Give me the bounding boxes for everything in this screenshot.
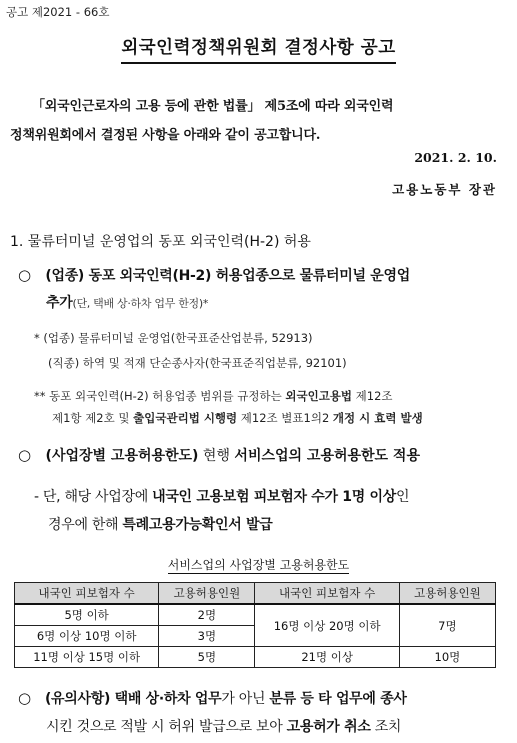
table-cell: 21명 이상 bbox=[255, 647, 399, 668]
caution-text: 조치 bbox=[370, 719, 402, 735]
dash-text: 인 bbox=[396, 489, 410, 505]
bullet-limit-label: (사업장별 고용허용한도) bbox=[45, 448, 199, 464]
table-cell: 7명 bbox=[399, 604, 495, 647]
table-cell: 5명 bbox=[159, 647, 255, 668]
dash-marker: - bbox=[34, 489, 39, 505]
notice-number: 공고 제2021 - 66호 bbox=[6, 5, 110, 19]
footnote-law-name: 외국인고용법 bbox=[285, 389, 353, 403]
signer: 고용노동부 장관 bbox=[392, 182, 497, 197]
footnote-legal-text: 제12조 별표1의2 bbox=[237, 411, 333, 425]
bullet-limit-text: 현행 bbox=[198, 448, 235, 464]
table-header: 고용허용인원 bbox=[159, 583, 255, 605]
bullet-industry-add: 추가 bbox=[46, 295, 73, 311]
table-cell: 3명 bbox=[159, 626, 255, 647]
table-caption bbox=[0, 556, 517, 573]
dash-condition bbox=[34, 483, 504, 539]
dash-bold: 내국인 고용보험 피보험자 수가 1명 이상 bbox=[152, 489, 396, 505]
section-1-heading: 1. 물류터미널 운영업의 동포 외국인력(H-2) 허용 bbox=[10, 234, 311, 250]
table-header: 내국인 피보험자 수 bbox=[15, 583, 159, 605]
footnote-industry-code: * (업종) 물류터미널 운영업(한국표준산업분류, 52913) bbox=[34, 331, 313, 345]
caution-text: 가 아닌 bbox=[221, 691, 270, 707]
table-row bbox=[15, 647, 496, 668]
bullet-caution bbox=[18, 684, 506, 741]
footnote-effective: 개정 시 효력 발생 bbox=[332, 411, 423, 425]
footnote-occupation-code: (직종) 하역 및 적재 단순종사자(한국표준직업분류, 92101) bbox=[48, 356, 347, 370]
table-cell: 11명 이상 15명 이하 bbox=[15, 647, 159, 668]
intro-line-2: 정책위원회에서 결정된 사항을 아래와 같이 공고합니다. bbox=[10, 128, 321, 143]
table-cell: 16명 이상 20명 이하 bbox=[255, 604, 399, 647]
footnote-legal-text: ** 동포 외국인력(H-2) 허용업종 범위를 규정하는 bbox=[34, 389, 286, 403]
table-cell: 6명 이상 10명 이하 bbox=[15, 626, 159, 647]
caution-bold: 분류 등 타 업무에 종사 bbox=[269, 691, 407, 707]
page-title: 외국인력정책위원회 결정사항 공고 bbox=[121, 34, 395, 64]
circle-marker: ○ bbox=[18, 266, 31, 284]
bullet-industry-note: (단, 택배 상·하차 업무 한정)* bbox=[72, 297, 209, 310]
dash-bold: 특례고용가능확인서 발급 bbox=[122, 517, 273, 533]
footnote-legal-text: 제12조 bbox=[352, 389, 393, 403]
dash-text: 단, 해당 사업장에 bbox=[38, 489, 153, 505]
circle-marker: ○ bbox=[18, 446, 32, 464]
title-container bbox=[0, 34, 517, 64]
bullet-industry-line-1: (업종) 동포 외국인력(H-2) 허용업종으로 물류터미널 운영업 bbox=[45, 268, 410, 284]
footnote-legal-text: 제1항 제2호 및 bbox=[52, 411, 134, 425]
table-cell: 2명 bbox=[159, 604, 255, 626]
table-header-row bbox=[15, 583, 496, 605]
table-cell: 5명 이하 bbox=[15, 604, 159, 626]
caution-bold: (유의사항) 택배 상·하차 업무 bbox=[44, 691, 222, 707]
footnote-legal-basis bbox=[34, 385, 504, 429]
table-header: 고용허용인원 bbox=[399, 583, 495, 605]
table-header: 내국인 피보험자 수 bbox=[255, 583, 399, 605]
bullet-limit-bold: 서비스업의 고용허용한도 적용 bbox=[234, 448, 420, 464]
employment-limit-table bbox=[14, 582, 496, 668]
table-cell: 10명 bbox=[399, 647, 495, 668]
intro-paragraph bbox=[10, 92, 500, 150]
circle-marker: ○ bbox=[18, 689, 31, 707]
intro-line-1: 「외국인근로자의 고용 등에 관한 법률」 제5조에 따라 외국인력 bbox=[32, 99, 394, 114]
bullet-employment-limit bbox=[18, 445, 420, 465]
caution-text: 시킨 것으로 적발 시 허위 발급으로 보아 bbox=[46, 719, 287, 735]
dash-text: 경우에 한해 bbox=[48, 517, 123, 533]
notice-date: 2021. 2. 10. bbox=[414, 150, 497, 165]
bullet-industry bbox=[18, 262, 498, 317]
caution-bold: 고용허가 취소 bbox=[286, 719, 371, 735]
footnote-decree-name: 출입국관리법 시행령 bbox=[133, 411, 238, 425]
table-row bbox=[15, 604, 496, 626]
table-caption-text: 서비스업의 사업장별 고용허용한도 bbox=[167, 558, 350, 572]
